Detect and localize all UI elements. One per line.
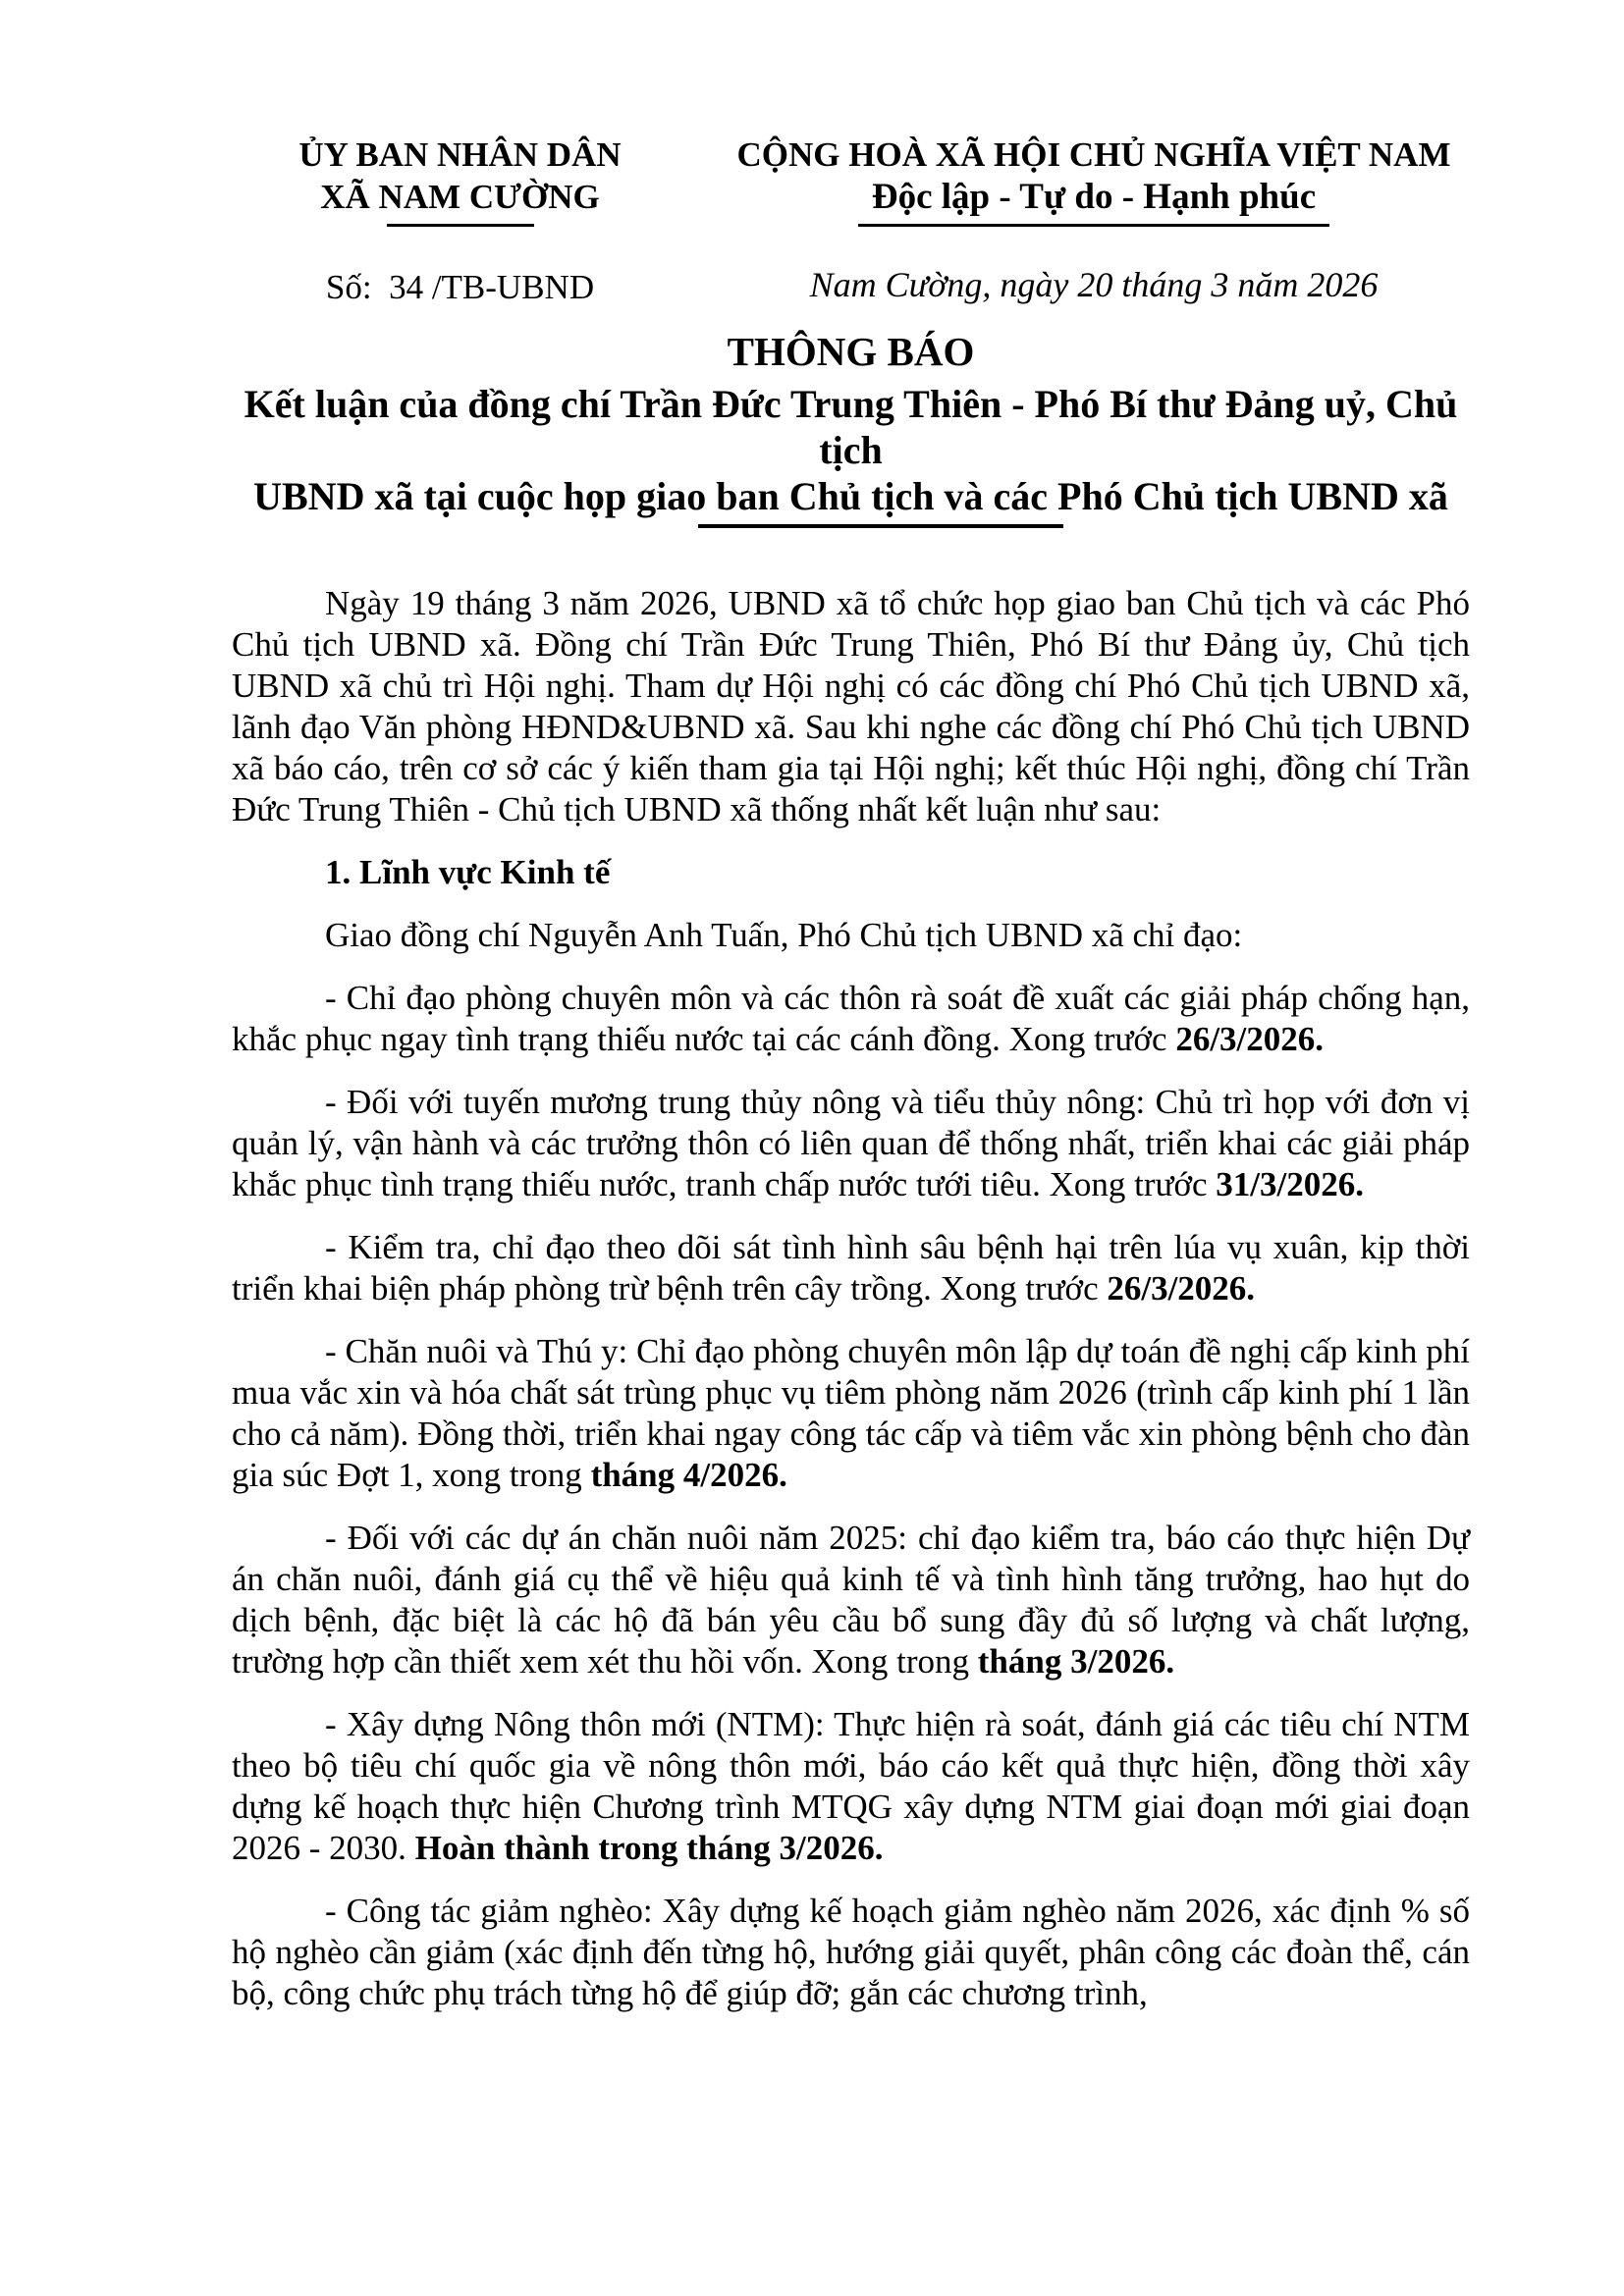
document-title-block [232,328,1470,528]
text-segment: - Chăn nuôi và Thú y: Chỉ đạo phòng chuyên môn lập dự toán đề nghị cấp kinh phí mua vắc xin và hóa chất sát trùng phục vụ tiêm phòng năm 2026 (trình cấp kinh phí 1 lần cho cả năm). Đồng thời, triển khai ngay công tác cấp và tiêm vắc xin phòng bệnh cho đàn gia súc Đợt 1, xong trong [232,1332,1470,1494]
text-segment: - Công tác giảm nghèo: Xây dựng kế hoạch giảm nghèo năm 2026, xác định % số hộ nghèo cần giảm (xác định đến từng hộ, hướng giải quyết, phân công các đoàn thể, cán bộ, công chức phụ trách từng hộ để giúp đỡ; gắn các chương trình, [232,1892,1470,2012]
document-number: Số: 34 /TB-UBND [325,268,595,306]
issuing-authority-block [232,133,688,308]
place-date: Nam Cường, ngày 20 tháng 3 năm 2026 [809,265,1379,304]
paragraph [232,1891,1470,2014]
text-segment: Giao đồng chí Nguyễn Anh Tuấn, Phó Chủ tịch UBND xã chỉ đạo: [325,916,1243,954]
text-segment: - Đối với các dự án chăn nuôi năm 2025: chỉ đạo kiểm tra, báo cáo thực hiện Dự án chăn nuôi, đánh giá cụ thể về hiệu quả kinh tế và tình hình tăng trưởng, hao hụt do dịch bệnh, đặc biệt là các hộ đã bán yêu cầu bổ sung đầy đủ số lượng và chất lượng, trường hợp cần thiết xem xét thu hồi vốn. Xong trong [232,1519,1470,1681]
bold-text-segment: 1. Lĩnh vực Kinh tế [325,853,611,891]
document-body [232,583,1470,2014]
national-motto: Độc lập - Tự do - Hạnh phúc [871,177,1317,217]
national-title: CỘNG HOÀ XÃ HỘI CHỦ NGHĨA VIỆT NAM [736,135,1451,174]
document-subject-line-2: UBND xã tại cuộc họp giao ban Chủ tịch và các Phó Chủ tịch UBND xã [253,474,1448,518]
text-segment: - Chỉ đạo phòng chuyên môn và các thôn rà soát đề xuất các giải pháp chống hạn, khắc phục ngay tình trạng thiếu nước tại các cánh đồng. Xong trước [232,979,1470,1058]
document-type: THÔNG BÁO [727,329,975,374]
document-subject [232,381,1470,519]
document-subject-line-1: Kết luận của đồng chí Trần Đức Trung Thiên - Phó Bí thư Đảng uỷ, Chủ tịch [244,382,1458,472]
section-heading [232,852,1470,893]
bold-text-segment: 31/3/2026. [1216,1165,1364,1203]
paragraph [232,1704,1470,1869]
bold-text-segment: tháng 4/2026. [590,1456,787,1494]
bold-text-segment: 26/3/2026. [1107,1269,1256,1308]
issuing-authority-parent: ỦY BAN NHÂN DÂN [298,135,622,174]
paragraph [232,1331,1470,1496]
bold-text-segment: Hoàn thành trong tháng 3/2026. [414,1829,884,1867]
paragraph [232,1082,1470,1205]
text-segment: Ngày 19 tháng 3 năm 2026, UBND xã tổ chức họp giao ban Chủ tịch và các Phó Chủ tịch UBND xã. Đồng chí Trần Đức Trung Thiên, Phó Bí thư Đảng ủy, Chủ tịch UBND xã chủ trì Hội nghị. Tham dự Hội nghị có các đồng chí Phó Chủ tịch UBND xã, lãnh đạo Văn phòng HĐND&UBND xã. Sau khi nghe các đồng chí Phó Chủ tịch UBND xã báo cáo, trên cơ sở các ý kiến tham gia tại Hội nghị; kết thúc Hội nghị, đồng chí Trần Đức Trung Thiên - Chủ tịch UBND xã thống nhất kết luận như sau: [232,584,1470,828]
paragraph [232,1518,1470,1682]
paragraph [232,978,1470,1060]
text-segment: - Kiểm tra, chỉ đạo theo dõi sát tình hình sâu bệnh hại trên lúa vụ xuân, kịp thời triển khai biện pháp phòng trừ bệnh trên cây trồng. Xong trước [232,1228,1470,1308]
paragraph [232,915,1470,956]
authority-underline [387,224,534,227]
paragraph [232,1227,1470,1309]
title-underline [698,524,1063,528]
bold-text-segment: 26/3/2026. [1175,1020,1325,1058]
issuing-authority-name: XÃ NAM CƯỜNG [320,178,600,216]
motto-underline [858,224,1329,227]
paragraph [232,583,1470,830]
bold-text-segment: tháng 3/2026. [977,1642,1175,1681]
text-segment: - Đối với tuyến mương trung thủy nông và tiểu thủy nông: Chủ trì họp với đơn vị quản lý, vận hành và các trưởng thôn có liên quan để thống nhất, triển khai các giải pháp khắc phục tình trạng thiếu nước, tranh chấp nước tưới tiêu. Xong trước [232,1083,1470,1203]
document-header [232,133,1470,308]
text-segment: - Xây dựng Nông thôn mới (NTM): Thực hiện rà soát, đánh giá các tiêu chí NTM theo bộ tiêu chí quốc gia về nông thôn mới, báo cáo kết quả thực hiện, đồng thời xây dựng kế hoạch thực hiện Chương trình MTQG xây dựng NTM giai đoạn mới giai đoạn 2026 - 2030. [232,1705,1470,1867]
national-header-block [688,133,1470,306]
